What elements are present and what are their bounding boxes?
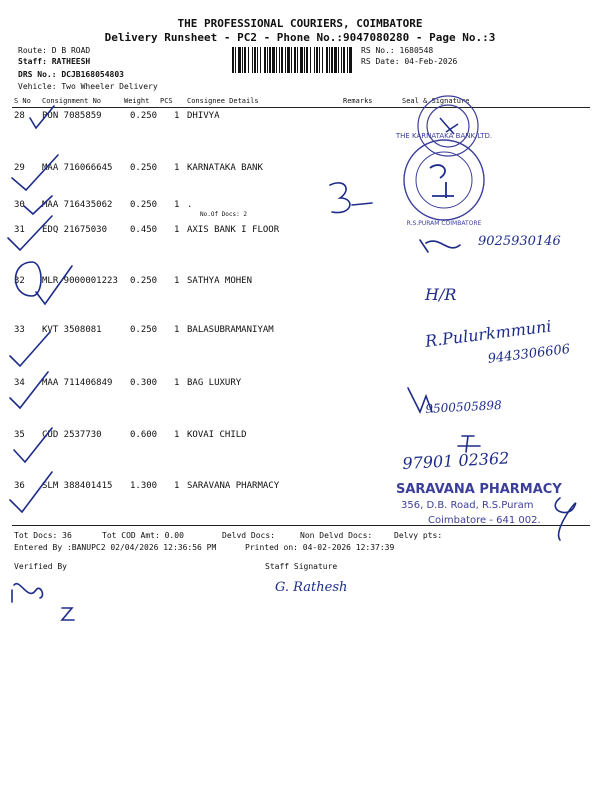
row-pcs: 1 <box>174 430 180 440</box>
row-consignment: EDQ 21675030 <box>42 225 108 235</box>
barcode-bar <box>331 47 333 73</box>
tot-docs: Tot Docs: 36 <box>14 531 72 540</box>
barcode-bar <box>334 47 337 73</box>
barcode-bar <box>326 47 328 73</box>
row-sno: 30 <box>14 200 25 210</box>
barcode-bar <box>338 47 339 73</box>
barcode-bar <box>248 47 249 73</box>
row-sno: 36 <box>14 481 25 491</box>
barcode-bar <box>281 47 283 73</box>
runsheet-title: Delivery Runsheet - PC2 - Phone No.:9047080280 - Page No.:3 <box>104 31 496 44</box>
row-pcs: 1 <box>174 225 180 235</box>
row-consignee: KARNATAKA BANK <box>187 163 263 173</box>
barcode-bar <box>260 47 261 73</box>
printed-on: Printed on: 04-02-2026 12:37:39 <box>245 543 395 552</box>
remark-scribble <box>330 183 372 213</box>
header-divider <box>12 107 590 108</box>
row-docs-note: No.Of Docs: 2 <box>200 211 247 218</box>
barcode-bar <box>244 47 246 73</box>
barcode-bar <box>343 47 345 73</box>
barcode <box>232 47 354 73</box>
signature-36 <box>555 498 575 540</box>
barcode-bar <box>257 47 258 73</box>
handwritten-phone-34: 9500505898 <box>425 398 502 416</box>
barcode-bar <box>316 47 318 73</box>
barcode-bar <box>232 47 234 73</box>
signature-31 <box>420 240 460 252</box>
row-weight: 0.450 <box>130 225 158 235</box>
tick-mark-icon <box>10 472 52 512</box>
barcode-bar <box>287 47 290 73</box>
row-weight: 0.250 <box>130 200 158 210</box>
delvd-docs: Delvd Docs: <box>222 531 275 540</box>
barcode-bar <box>291 47 292 73</box>
row-pcs: 1 <box>174 325 180 335</box>
barcode-bar <box>285 47 286 73</box>
karnataka-seal-ring-text: THE KARNATAKA BANK LTD. <box>395 132 493 140</box>
row-pcs: 1 <box>174 276 180 286</box>
row-pcs: 1 <box>174 481 180 491</box>
col-remarks: Remarks <box>343 97 373 105</box>
barcode-bar <box>254 47 256 73</box>
barcode-bar <box>297 47 298 73</box>
row-consignment: MAA 711406849 <box>42 378 113 388</box>
row-consignment: CUD 2537730 <box>42 430 102 440</box>
row-weight: 1.300 <box>130 481 158 491</box>
barcode-bar <box>306 47 308 73</box>
handwritten-hr-32: H/R <box>425 285 457 304</box>
barcode-bar <box>269 47 271 73</box>
col-pcs: PCS <box>160 97 173 105</box>
row-weight: 0.250 <box>130 163 158 173</box>
rs-date: RS Date: 04-Feb-2026 <box>361 57 458 66</box>
barcode-bar <box>310 47 311 73</box>
col-consignment: Consignment No <box>42 97 102 105</box>
row-consignment: PON 7085859 <box>42 111 102 121</box>
staff-signature-label: Staff Signature <box>265 562 338 571</box>
col-weight: Weight <box>124 97 150 105</box>
barcode-bar <box>341 47 342 73</box>
barcode-bar <box>329 47 330 73</box>
row-pcs: 1 <box>174 111 180 121</box>
row-consignee: BALASUBRAMANIYAM <box>187 325 274 335</box>
karnataka-bank-seal <box>395 132 492 227</box>
row-sno: 31 <box>14 225 25 235</box>
row-consignee: AXIS BANK I FLOOR <box>187 225 280 235</box>
round-seal-top <box>418 96 478 156</box>
row-sno: 33 <box>14 325 25 335</box>
row-consignment: KVT 3508081 <box>42 325 102 335</box>
row-sno: 32 <box>14 276 25 286</box>
barcode-bar <box>347 47 348 73</box>
row-pcs: 1 <box>174 200 180 210</box>
vehicle-label: Vehicle: Two Wheeler Delivery <box>18 82 158 91</box>
barcode-bar <box>235 47 236 73</box>
barcode-bar <box>272 47 275 73</box>
barcode-bar <box>267 47 268 73</box>
barcode-bar <box>314 47 315 73</box>
barcode-bar <box>294 47 296 73</box>
barcode-bar <box>264 47 266 73</box>
tick-mark-icon <box>10 332 50 366</box>
row-consignment: MAA 716435062 <box>42 200 113 210</box>
row-weight: 0.600 <box>130 430 158 440</box>
handwritten-staff-signature: G. Rathesh <box>275 580 348 595</box>
row-sno: 29 <box>14 163 25 173</box>
verified-by-label: Verified By <box>14 562 67 571</box>
row-pcs: 1 <box>174 378 180 388</box>
entered-by: Entered By :BANUPC2 02/04/2026 12:36:56 PM <box>14 543 217 552</box>
row-weight: 0.250 <box>130 325 158 335</box>
staff-label: Staff: RATHEESH <box>18 57 91 66</box>
verified-signature <box>12 584 43 602</box>
row-pcs: 1 <box>174 163 180 173</box>
barcode-bar <box>238 47 241 73</box>
handwritten-phone-33: 9443306606 <box>487 341 571 367</box>
drs-label: DRS No.: DCJB168054803 <box>18 70 124 79</box>
row-weight: 0.250 <box>130 111 158 121</box>
tot-cod: Tot COD Amt: 0.00 <box>102 531 184 540</box>
row-consignee: . <box>187 200 193 210</box>
row-consignee: DHIVYA <box>187 111 220 121</box>
row-consignee: SATHYA MOHEN <box>187 276 253 286</box>
row-weight: 0.250 <box>130 276 158 286</box>
route-label: Route: D B ROAD <box>18 46 91 55</box>
barcode-bar <box>349 47 352 73</box>
col-sno: S No <box>14 97 31 105</box>
row-sno: 28 <box>14 111 25 121</box>
row-consignment: MLR 9000001223 <box>42 276 118 286</box>
non-delvd-docs: Non Delvd Docs: <box>300 531 373 540</box>
karnataka-seal-bottom-text: R.S.PURAM COIMBATORE <box>406 220 482 227</box>
delvy-pts: Delvy pts: <box>394 531 443 540</box>
barcode-bar <box>242 47 243 73</box>
barcode-bar <box>276 47 277 73</box>
barcode-bar <box>322 47 323 73</box>
row-sno: 34 <box>14 378 25 388</box>
barcode-bar <box>319 47 320 73</box>
row-consignment: MAA 716066645 <box>42 163 113 173</box>
col-seal-signature: Seal & Signature <box>402 97 470 105</box>
handwritten-phone-35: 97901 02362 <box>402 448 510 473</box>
saravana-stamp-city: Coimbatore - 641 002. <box>428 515 541 526</box>
rs-number: RS No.: 1680548 <box>361 46 434 55</box>
saravana-stamp-address: 356, D.B. Road, R.S.Puram <box>401 500 534 511</box>
barcode-bar <box>300 47 303 73</box>
row-consignee: KOVAI CHILD <box>187 430 247 440</box>
verified-initial <box>62 608 74 620</box>
handwritten-phone-31: 9025930146 <box>478 234 561 249</box>
company-title: THE PROFESSIONAL COURIERS, COIMBATORE <box>177 17 423 30</box>
handwritten-name-33: R.Pulurkmmuni <box>424 316 553 351</box>
row-sno: 35 <box>14 430 25 440</box>
row-weight: 0.300 <box>130 378 158 388</box>
barcode-bar <box>279 47 280 73</box>
row-consignee: BAG LUXURY <box>187 378 242 388</box>
row-consignment: SLM 388401415 <box>42 481 113 491</box>
barcode-bar <box>252 47 253 73</box>
barcode-bar <box>304 47 305 73</box>
saravana-stamp-name: SARAVANA PHARMACY <box>396 482 562 497</box>
row-consignee: SARAVANA PHARMACY <box>187 481 280 491</box>
col-consignee: Consignee Details <box>187 97 259 105</box>
